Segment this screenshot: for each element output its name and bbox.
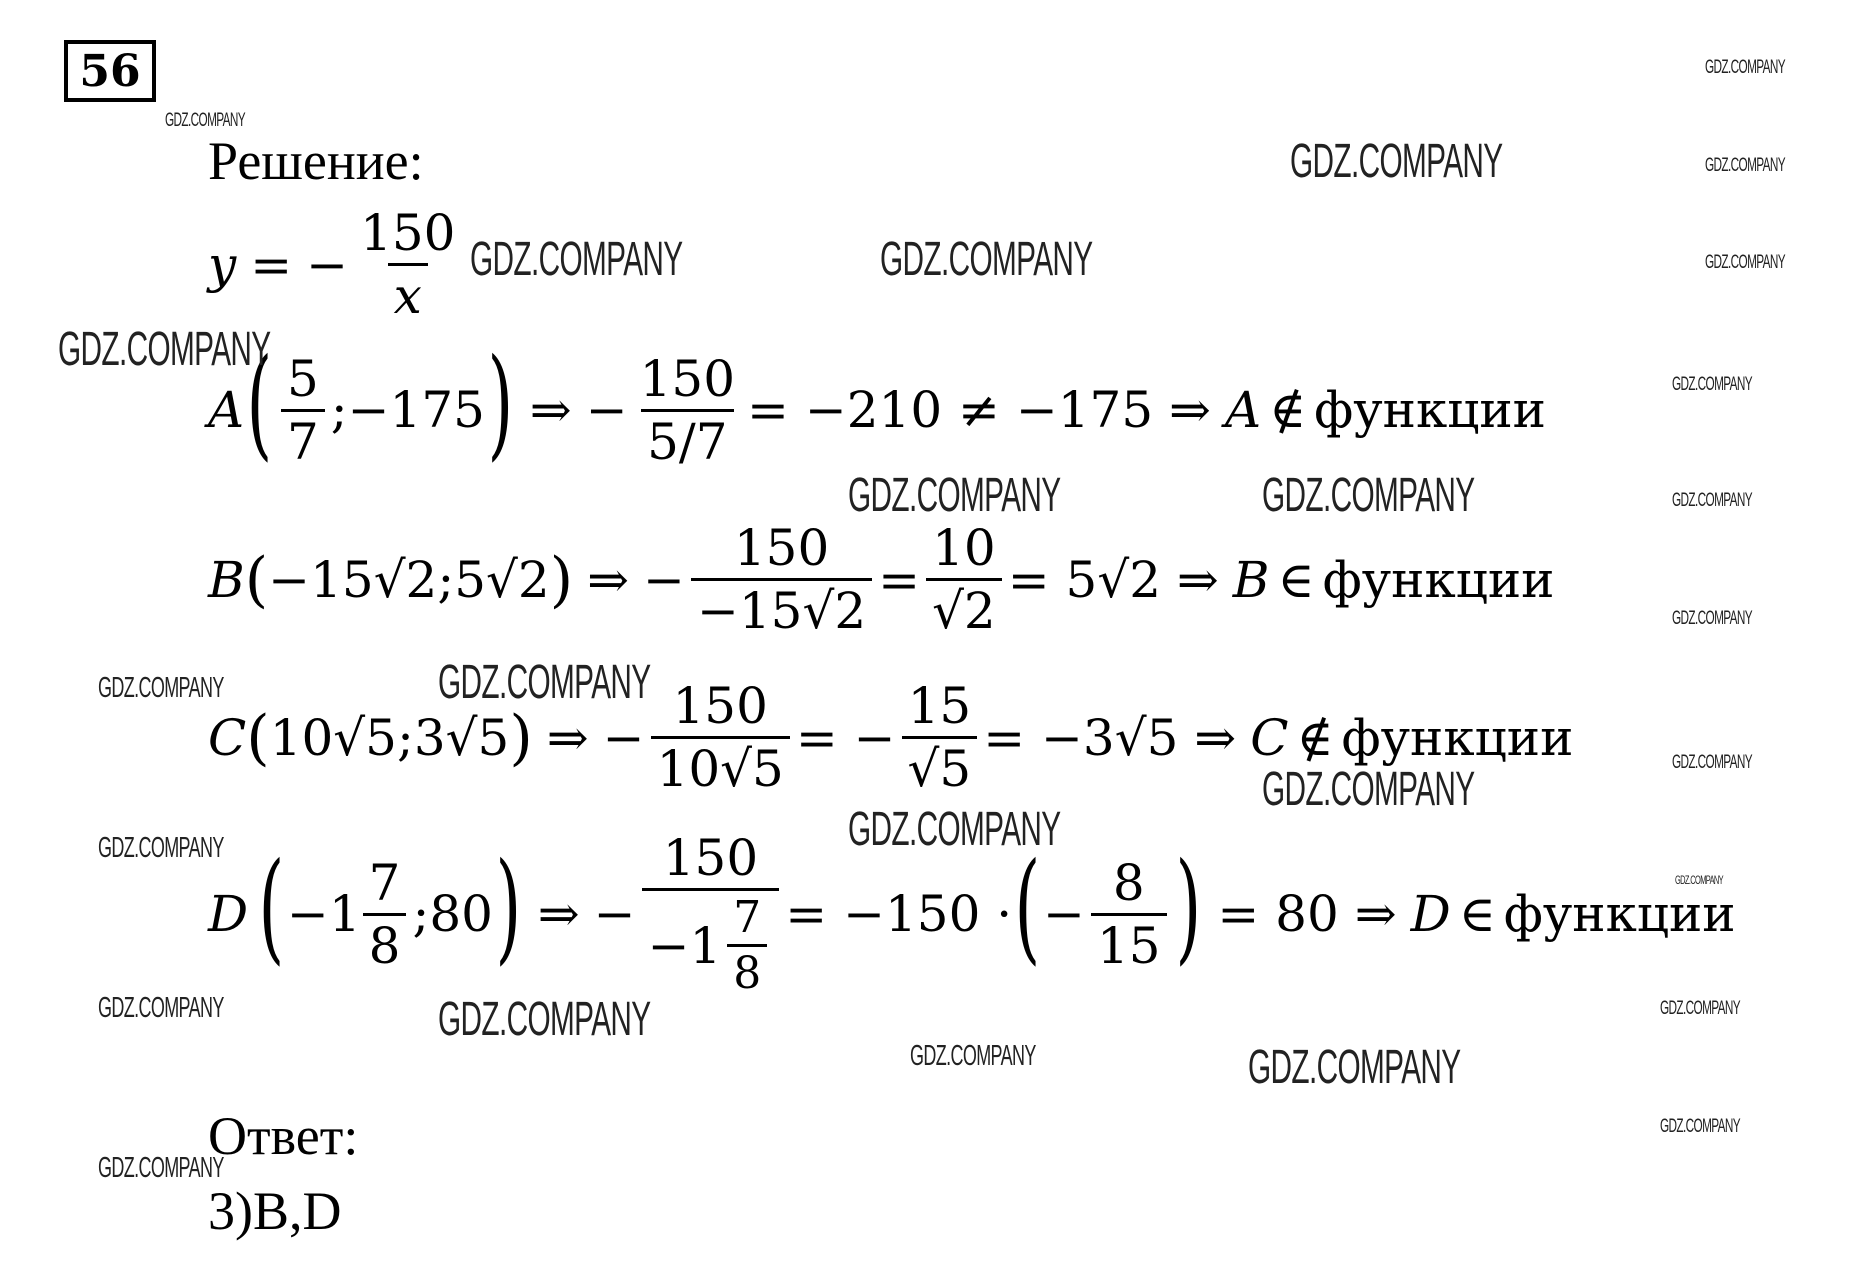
minus-sign: − — [593, 885, 636, 944]
watermark: GDZ.COMPANY — [1672, 374, 1753, 395]
fraction-denominator: 5/7 — [641, 409, 733, 470]
membership-sign: ∈ — [1458, 885, 1496, 944]
y-coordinate: 80 — [429, 885, 493, 944]
watermark: GDZ.COMPANY — [1705, 252, 1786, 273]
solution-heading: Решение: — [208, 131, 424, 191]
fraction-denominator: 10√5 — [651, 736, 790, 797]
watermark: GDZ.COMPANY — [1290, 135, 1503, 188]
watermark: GDZ.COMPANY — [58, 323, 271, 376]
watermark: GDZ.COMPANY — [1660, 998, 1741, 1019]
formula-denominator: x — [388, 263, 428, 324]
formula-lhs: y — [208, 235, 237, 294]
x-whole-part: −1 — [286, 885, 361, 944]
implies-sign: ⇒ — [529, 381, 572, 439]
watermark: GDZ.COMPANY — [848, 469, 1061, 522]
result-chain: = −3√5 ⇒ — [983, 708, 1237, 767]
point-name: A — [208, 381, 245, 439]
x-coordinate: 10√5 — [269, 708, 397, 767]
watermark: GDZ.COMPANY — [880, 233, 1093, 286]
point-name-2: A — [1224, 381, 1262, 439]
point-name-2: D — [1410, 885, 1451, 944]
watermark: GDZ.COMPANY — [1248, 1041, 1461, 1094]
watermark: GDZ.COMPANY — [470, 233, 683, 286]
formula-minus: − — [306, 235, 349, 294]
result-chain: = 5√2 ⇒ — [1007, 550, 1219, 609]
point-name: D — [208, 885, 249, 944]
watermark: GDZ.COMPANY — [98, 672, 224, 704]
watermark: GDZ.COMPANY — [98, 832, 224, 864]
y-coordinate: −175 — [347, 381, 485, 439]
function-word: функции — [1322, 550, 1555, 609]
function-word: функции — [1341, 708, 1574, 767]
denominator-numerator: 7 — [733, 892, 762, 943]
denominator-whole-part: −1 — [647, 916, 722, 975]
fraction-numerator: 150 — [639, 349, 736, 408]
formula-numerator: 150 — [360, 204, 456, 262]
fraction-numerator: 150 — [662, 829, 759, 887]
problem-number: 56 — [64, 40, 156, 102]
point-name-2: B — [1232, 550, 1270, 609]
minus-sign: − — [585, 381, 628, 439]
watermark: GDZ.COMPANY — [848, 803, 1061, 856]
y-coordinate: 5√2 — [454, 550, 550, 609]
x-coordinate — [287, 855, 413, 974]
fraction-numerator: 150 — [672, 677, 768, 735]
equals-sign: = − — [795, 708, 896, 767]
function-formula — [208, 205, 468, 324]
substitution-fraction — [634, 351, 741, 470]
watermark: GDZ.COMPANY — [910, 1040, 1036, 1072]
x-denominator: 7 — [281, 409, 325, 470]
check-point-c: C ( 10√5 ; 3√5 ) ⇒ − $\frac{150}{10√5}$ = − $\frac{15}{√5}$ = −3√5 ⇒ C ∉ функции — [208, 677, 1574, 798]
denominator-denominator: 8 — [727, 944, 767, 998]
implies-sign: ⇒ — [587, 550, 630, 609]
answer-heading: Ответ: — [208, 1106, 359, 1166]
coord-separator: ; — [412, 885, 430, 944]
x-numerator: 7 — [368, 853, 401, 912]
x-coordinate — [281, 351, 325, 470]
function-word: функции — [1503, 885, 1736, 944]
product-chain: = −150 · — [785, 885, 1013, 944]
watermark: GDZ.COMPANY — [438, 656, 651, 709]
function-word: функции — [1314, 381, 1547, 439]
open-paren: ( — [246, 334, 273, 473]
y-coordinate: 3√5 — [413, 708, 510, 767]
fraction-denominator: √5 — [902, 736, 978, 797]
substitution-fraction — [651, 678, 790, 797]
check-point-b: B ( −15√2 ; 5√2 ) ⇒ − $\frac{150}{-15√2}$ = $\frac{10}{√2}$ = 5√2 ⇒ B ∈ функции — [208, 519, 1555, 640]
fraction-denominator — [642, 888, 780, 999]
minus-sign: − — [602, 708, 645, 767]
check-point-a — [208, 334, 1547, 473]
multiplier-fraction — [1091, 855, 1167, 974]
watermark: GDZ.COMPANY — [438, 993, 651, 1046]
equals-sign: = — [878, 550, 921, 609]
watermark: GDZ.COMPANY — [1705, 57, 1786, 78]
x-coordinate: −15√2 — [268, 550, 438, 609]
watermark: GDZ.COMPANY — [1262, 469, 1475, 522]
fraction-denominator: −15√2 — [691, 578, 872, 639]
fraction-numerator: 150 — [733, 519, 830, 577]
minus-sign: − — [643, 550, 685, 609]
result-chain: = 80 ⇒ — [1217, 885, 1397, 944]
check-point-d: D ( −1 $\frac{7}{8}$ ; 80 ) ⇒ − 150 −1 $\frac{7}{8}$ = −150 · ( − $\frac{8}{15}$ ) = 80 ⇒ D ∈ функции — [208, 829, 1736, 1000]
coord-separator: ; — [437, 550, 455, 609]
implies-sign: ⇒ — [537, 885, 580, 944]
watermark: GDZ.COMPANY — [98, 1152, 224, 1184]
implies-sign: ⇒ — [546, 708, 589, 767]
substitution-fraction — [691, 520, 872, 639]
result-chain: = −210 ≠ −175 ⇒ — [747, 381, 1211, 439]
watermark: GDZ.COMPANY — [1672, 752, 1753, 773]
fraction-numerator: 8 — [1112, 853, 1145, 912]
fraction-numerator: 15 — [907, 677, 972, 735]
watermark: GDZ.COMPANY — [98, 992, 224, 1024]
membership-sign: ∉ — [1296, 708, 1334, 767]
inner-minus: − — [1043, 885, 1085, 944]
coord-separator: ; — [330, 381, 348, 439]
point-name: C — [208, 708, 247, 767]
simplified-fraction — [902, 678, 978, 797]
watermark: GDZ.COMPANY — [1705, 155, 1786, 176]
point-name: B — [208, 550, 245, 609]
close-paren: ) — [487, 334, 514, 473]
fraction-denominator: √2 — [926, 578, 1002, 639]
coord-separator: ; — [396, 708, 414, 767]
x-numerator: 5 — [286, 349, 319, 408]
membership-sign: ∉ — [1269, 381, 1307, 439]
watermark: GDZ.COMPANY — [165, 110, 246, 131]
substitution-fraction — [642, 830, 780, 999]
answer-value: 3)B,D — [208, 1181, 342, 1241]
x-denominator: 8 — [363, 913, 407, 974]
membership-sign: ∈ — [1277, 550, 1315, 609]
watermark: GDZ.COMPANY — [1675, 873, 1724, 887]
formula-eq: = — [250, 235, 293, 294]
point-name-2: C — [1250, 708, 1289, 767]
formula-fraction — [354, 205, 461, 324]
watermark: GDZ.COMPANY — [1672, 490, 1753, 511]
simplified-fraction — [926, 520, 1002, 639]
watermark: GDZ.COMPANY — [1672, 608, 1753, 629]
watermark: GDZ.COMPANY — [1660, 1116, 1741, 1137]
fraction-denominator: 15 — [1091, 913, 1167, 974]
watermark: GDZ.COMPANY — [1262, 763, 1475, 816]
fraction-numerator: 10 — [932, 519, 996, 577]
